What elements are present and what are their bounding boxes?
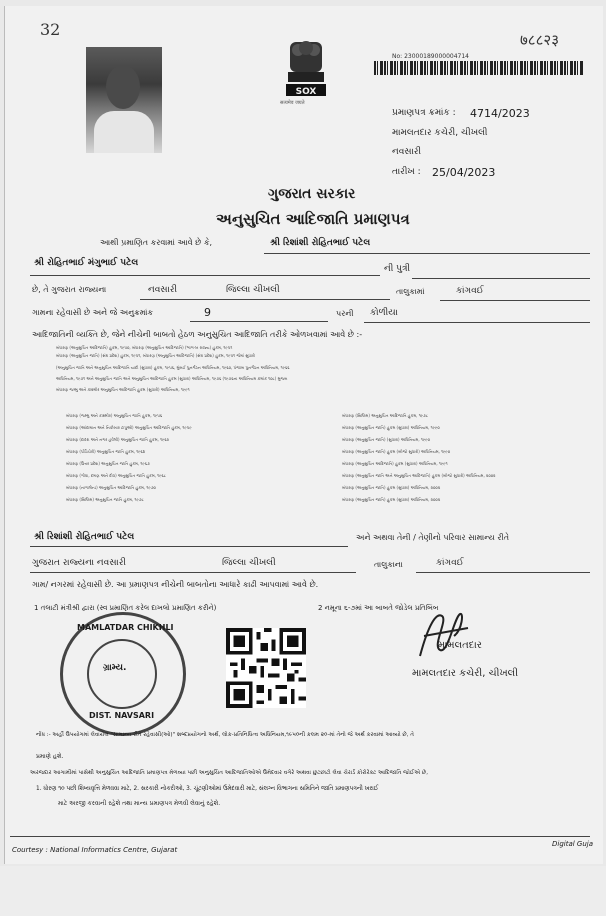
para-line-3: માટે અરજી કરવાની રહેશે તથા માન્ય પ્રમાણપત્ર મેળવી લેવાનું રહેશે. [58,800,221,807]
family-text: અને અથવા તેની / તેણીનો પરિવાર સામાન્ય રીતે [356,533,510,542]
attachment-item-2: 2 નમૂના ૬-૭માં આ બાબતે જોડેલ પ્રતિબિંબ [318,604,439,612]
certificate-no-label: પ્રમાણપત્ર ક્રમાંક : [392,108,456,118]
state-prefix: છે, તે ગુજરાત રાજ્યના [32,285,107,294]
para-line-2: 1. ધોરણ ૧૦ પછી શિષ્યવૃત્તિ મેળવવા માટે, 2. સરકારી નોકરીઓ, 3. ચૂંટણીઓમાં ઉમેદવારી માટે, સંલગ્ન વિભાગના સમિતિને જાતિ પ્રમાણપત્રની ખરાઈ [36,786,379,792]
applicant-photo [86,47,162,153]
photo-face [106,65,140,109]
order-right-4: બંધારણ (અનુસુચિત જાતિ) હુકમ (બીજો સુધારો) અધિનિયમ, ૧૯૯૦ [342,449,451,454]
residence-state: ગુજરાત રાજ્યના નવસારી [32,558,126,568]
residence-name-underline [30,546,348,547]
tribe-name-underline [364,322,590,323]
attachment-item-1: 1 તલાટી મંત્રીશ્રી દ્વારા (સ્વ પ્રમાણિત કરેલ દાખલો પ્રમાણિત કરીને) [34,604,217,612]
tribe-number: 9 [204,306,211,319]
footer-digital: Digital Guja [552,840,594,848]
basis-line: ગામ/ નગરમાં રહેવાસી છે. આ પ્રમાણપત્ર નીચેની બાબતોના આધારે કાઢી આપવામાં આવે છે. [32,580,319,589]
taluka-label: તાલુકામાં [396,287,425,296]
signatory-title: મામલતદાર [438,640,482,651]
order-top-5: બંધારણ જમ્મુ અને કાશ્મીર અનુસુચિત આદિજાતિ હુકમ (સુધારો) અધિનિયમ, ૧૯૯૧ [56,387,190,392]
residence-district: જિલ્લા ચીખલી [222,558,276,568]
date-label: તારીખ : [392,167,421,177]
certificate-title: અનુસુચિત આદિજાતિ પ્રમાણપત્ર [216,210,410,228]
stamp-top-text: MAMLATDAR CHIKHLI [77,623,174,632]
certificate-no: 4714/2023 [470,107,530,120]
district-suffix: જિલ્લા ચીખલી [226,285,280,295]
district-underline [140,299,390,300]
corner-handwritten-number: ७८८२३ [520,31,560,49]
tribe-word: પરની [336,309,354,318]
photo-clothing [94,111,154,153]
government-title: ગુજરાત સરકાર [268,186,356,202]
order-right-8: બંધારણ (અનુસુચિત જાતિ) હુકમ (સુધારા) અધિનિયમ, ૨૦૦૨ [342,497,441,502]
parent-underline [30,275,380,276]
tribe-label: ગામના રહેવાસી છે અને જે અનુક્રમાંક [32,308,154,317]
order-left-4: બંધારણ (પોંડિચેરી) અનુસુચિત જાતિ હુકમ, ૧૯૬૪ [66,449,146,454]
tribe-number-underline [190,321,328,322]
order-top-1: બંધારણ (અનુસુચિત આદિજાતિ) હુકમ, ૧૯૫૦, બંધારણ (અનુસુચિત આદિજાતિ) (ભાગ-ખ રાજ્ય) હુકમ, ૧૯૫૧ [56,345,233,350]
order-left-8: બંધારણ (સિક્કિમ) અનુસુચિત જાતિ હુકમ, ૧૯૭૮ [66,497,144,502]
village-name: કાંગવઈ [456,286,484,296]
page-bottom-margin [0,866,606,916]
issue-date: 25/04/2023 [432,166,496,179]
residence-district-underline [30,572,356,573]
order-top-2: બંધારણ (અનુસુચિત જાતિ) (સંઘ પ્રદેશ) હુકમ, ૧૯૫૧, બંધારણ (અનુસુચિત આદિજાતિ) (સંઘ પ્રદેશ) હુકમ, ૧૯૫૧ જેમાં સુધારો [56,353,255,358]
order-left-5: બંધારણ (ઉત્તર પ્રદેશ) અનુસુચિત જાતિ હુકમ, ૧૯૬૭ [66,461,150,466]
order-right-6: બંધારણ (અનુસુચિત જાતિ અને અનુસુચિત આદિજાતિ) હુકમ (બીજો સુધારો) અધિનિયમ, ૨૦૦૨ [342,473,496,478]
order-left-1: બંધારણ (જમ્મુ અને કાશ્મીર) અનુસુચિત જાતિ હુકમ, ૧૯૫૬ [66,413,163,418]
svg-text:SOX: SOX [295,87,317,97]
order-left-3: બંધારણ (દાદરા અને નગર હવેલી) અનુસુચિત જાતિ હુકમ, ૧૯૬૨ [66,437,169,442]
emblem-motto: सत्यमेव जयते [280,100,305,106]
qr-code [226,628,306,708]
order-top-3: (અનુસુચિત જાતિ અને અનુસુચિત આદિજાતિ યાદી (સુધારા) હુકમ, ૧૯૫૬, મુંબઈ પુનર્ગઠન અધિનિયમ, ૧૯૬૦, પંજાબ પુનર્ગઠન અધિનિયમ, ૧૯૬૬ [56,365,290,370]
note-line-2: પ્રમાણે હશે. [36,753,64,760]
barcode [374,61,584,75]
stamp-inner-text: ગ્રામ્ય. [103,663,127,673]
stamp-inner-ring [87,639,157,709]
order-right-3: બંધારણ (અનુસુચિત જાતિ) (સુધારા) અધિનિયમ, ૧૯૯૦ [342,437,430,442]
order-left-6: બંધારણ (ગોવા, દમણ અને દીવ) અનુસુચિત જાતિ હુકમ, ૧૯૬૮ [66,473,166,478]
order-right-7: બંધારણ (અનુસુચિત જાતિ) હુકમ (સુધારા) અધિનિયમ, ૨૦૦૨ [342,485,441,490]
certify-line: આથી પ્રમાણિત કરવામાં આવે છે કે, [100,238,213,247]
issuing-office: મામલતદાર કચેરી, ચીખલી [392,128,488,138]
official-stamp [60,612,186,736]
residence-taluka-label: તાલુકાના [374,560,403,569]
order-left-7: બંધારણ (નાગાલેન્ડ) અનુસુચિત આદિજાતિ હુકમ, ૧૯૭૦ [66,485,156,490]
residence-village: કાંગવઈ [436,558,464,568]
order-left-2: બંધારણ (આંદામાન અને નિકોબાર ટાપુઓ) અનુસુચિત આદિજાતિ હુકમ, ૧૯૫૯ [66,425,192,430]
state-emblem-icon [282,36,330,108]
footer-courtesy: Courtesy : National Informatics Centre, Gujarat [12,846,178,854]
tribe-name: કોળીયા [370,308,398,318]
footer-divider [10,836,590,837]
note-line-1: નોંધ :- અહીં ઉપયોગમાં લેવાયેલ "સામાન્ય રીતે રહેવાસી(ઓ)" શબ્દપ્રયોગનો અર્થ, લોક-પ્રતિનિધિત્વ અધિનિયમ,૧૯૫૦ની કલમ ૨૦-માં તેનો જે અર્થ કરવામાં આવ્યો છે, તે [36,732,414,738]
order-right-1: બંધારણ (સિક્કિમ) અનુસુચિત આદિજાતિ હુકમ, ૧૯૭૮ [342,413,429,418]
name-underline [264,253,590,254]
district-value: નવસારી [148,285,178,295]
signatory-office: મામલતદાર કચેરી, ચીખલી [412,668,519,679]
order-right-2: બંધારણ (અનુસુચિત જાતિ) હુકમ (સુધારા) અધિનિયમ, ૧૯૯૦ [342,425,440,430]
barcode-number: No: 23000189000004714 [392,53,469,60]
parent-name: શ્રી રોહિતભાઈ મંગુભાઈ પટેલ [34,258,139,268]
para-line-1: અરજદાર આગામીમાં પાસેથી અનુસુચિત આદિજાતિ પ્રમાણપત્ર મેળવ્યા પછી અનુસુચિત આદિજાતિઓએ ઉમેદવાર વગેરે અથવા છુટછાટો લેવા ચેરાર્ડ કોરોરેક્ટ આદિજાતિ જોઈએ છે, [30,770,428,776]
applicant-name: શ્રી રિશાંશી રોહિતભાઈ પટેલ [270,238,371,248]
order-top-4: અધિનિયમ, ૧૯૭૧ અને અનુસુચિત જાતિ અને અનુસુચિત આદિજાતિ હુકમ (સુધારા) અધિનિયમ, ૧૯૭૬ (૧૯૭૬ના અધિનિયમ ક્રમાંક ૧૦૮) મુજબ [56,376,288,381]
district-name: નવસારી [392,147,422,157]
recognition-line: આદિજાતિની વ્યક્તિ છે, જેને નીચેની બાબતો હેઠળ અનુસુચિત આદિજાતિ તરીકે ઓળખવામાં આવે છે :- [32,330,363,339]
residence-village-underline [416,572,590,573]
village-underline [440,300,590,301]
relation-underline [412,278,590,279]
relation-text: ની પુત્રી [384,264,411,274]
stamp-bottom-text: DIST. NAVSARI [89,711,155,720]
residence-applicant-name: શ્રી રિશાંશી રોહિતભાઈ પટેલ [34,532,135,542]
order-right-5: બંધારણ (અનુસુચિત આદિજાતિ) હુકમ (સુધારા) અધિનિયમ, ૧૯૯૧ [342,461,448,466]
officer-signature [414,606,474,664]
page-number-handwritten: 32 [40,20,61,39]
